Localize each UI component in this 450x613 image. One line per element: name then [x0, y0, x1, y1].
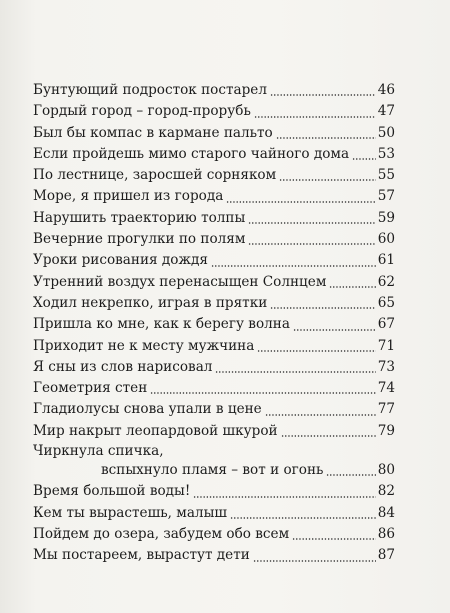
toc-leader-dots [226, 201, 376, 203]
toc-leader-dots [276, 137, 376, 139]
toc-entry-title: Кем ты вырастешь, малыш [33, 504, 228, 521]
toc-page-number: 53 [377, 145, 395, 162]
toc-leader-dots [254, 116, 376, 118]
toc-leader-dots [248, 243, 376, 245]
toc-leader-dots [293, 329, 376, 331]
toc-entry [33, 208, 395, 229]
toc-entry-title: Гордый город – город-прорубь [33, 103, 251, 120]
toc-entry [33, 357, 395, 378]
toc-leader-dots [281, 435, 376, 437]
toc-entry [33, 481, 395, 502]
toc-page-number: 67 [377, 316, 395, 333]
toc-entry [33, 272, 395, 293]
toc-entry [33, 442, 395, 460]
toc-page-number: 57 [377, 188, 395, 205]
toc-entry-title: Приходит не к месту мужчина [33, 337, 255, 354]
toc-leader-dots [329, 286, 376, 288]
toc-entry [33, 229, 395, 250]
table-of-contents [33, 80, 395, 567]
toc-entry [33, 80, 395, 101]
toc-entry [33, 503, 395, 524]
toc-entry [33, 336, 395, 357]
toc-entry [33, 421, 395, 442]
toc-entry [33, 314, 395, 335]
toc-entry [33, 545, 395, 566]
toc-leader-dots [326, 474, 376, 476]
toc-entry-title: Если пройдешь мимо старого чайного дома [33, 145, 350, 162]
toc-page-number: 87 [377, 547, 395, 564]
toc-leader-dots [270, 94, 376, 96]
toc-page-number: 47 [377, 103, 395, 120]
toc-page-number: 50 [377, 124, 395, 141]
toc-entry [33, 378, 395, 399]
toc-entry-title: Был бы компас в кармане пальто [33, 124, 273, 141]
toc-page-number: 60 [377, 231, 395, 248]
toc-entry-title: Ходил некрепко, играя в прятки [33, 294, 268, 311]
toc-entry-title: Гладиолусы снова упали в цене [33, 401, 262, 418]
toc-page-number: 73 [377, 358, 395, 375]
toc-entry-title: Мир накрыт леопардовой шкурой [33, 422, 278, 439]
toc-leader-dots [150, 392, 376, 394]
toc-entry [33, 293, 395, 314]
toc-page-number: 74 [377, 380, 395, 397]
toc-entry-title: Море, я пришел из города [33, 188, 224, 205]
toc-entry [33, 186, 395, 207]
toc-entry-title: Вечерние прогулки по полям [33, 231, 246, 248]
toc-page-number: 62 [377, 273, 395, 290]
toc-page-number: 61 [377, 252, 395, 269]
toc-page-number: 46 [377, 82, 395, 98]
toc-page-number: 71 [377, 337, 395, 354]
toc-entry-title: Уроки рисования дождя [33, 252, 208, 269]
toc-page-number: 84 [377, 504, 395, 521]
toc-leader-dots [230, 517, 376, 519]
toc-entry-title: По лестнице, заросшей сорняком [33, 167, 277, 184]
toc-page-number: 59 [377, 209, 395, 226]
toc-leader-dots [265, 414, 376, 416]
toc-leader-dots [193, 496, 376, 498]
toc-entry [33, 460, 395, 481]
toc-leader-dots [279, 179, 376, 181]
toc-leader-dots [292, 538, 376, 540]
toc-entry-title: Пойдем до озера, забудем обо всем [33, 525, 290, 542]
toc-leader-dots [257, 350, 376, 352]
toc-entry-title: Мы постареем, вырастут дети [33, 547, 250, 564]
toc-entry-title: Время большой воды! [33, 483, 191, 500]
toc-page-number: 55 [377, 167, 395, 184]
toc-leader-dots [215, 371, 376, 373]
toc-entry-title: Нарушить траекторию толпы [33, 209, 246, 226]
toc-entry [33, 123, 395, 144]
toc-page-number: 80 [377, 462, 395, 479]
toc-entry [33, 250, 395, 271]
toc-entry-title: Я сны из слов нарисовал [33, 358, 213, 375]
toc-entry [33, 144, 395, 165]
toc-leader-dots [253, 560, 376, 562]
toc-leader-dots [352, 158, 376, 160]
toc-entry-title: Геометрия стен [33, 380, 148, 397]
toc-page-number: 79 [377, 422, 395, 439]
toc-page-number: 65 [377, 294, 395, 311]
toc-page-number: 86 [377, 525, 395, 542]
toc-entry-title: Бунтующий подросток постарел [33, 82, 267, 98]
toc-entry [33, 524, 395, 545]
toc-entry [33, 165, 395, 186]
toc-entry [33, 399, 395, 420]
toc-leader-dots [248, 222, 376, 224]
toc-entry-title: вспыхнуло пламя – вот и огонь [101, 462, 324, 479]
toc-page-number: 77 [377, 401, 395, 418]
toc-entry [33, 101, 395, 122]
toc-leader-dots [211, 265, 376, 267]
toc-entry-title: Чиркнула спичка, [33, 443, 164, 460]
toc-entry-title: Пришла ко мне, как к берегу волна [33, 316, 290, 333]
toc-entry-title: Утренний воздух перенасыщен Солнцем [33, 273, 327, 290]
toc-leader-dots [270, 307, 376, 309]
toc-page-number: 82 [377, 483, 395, 500]
